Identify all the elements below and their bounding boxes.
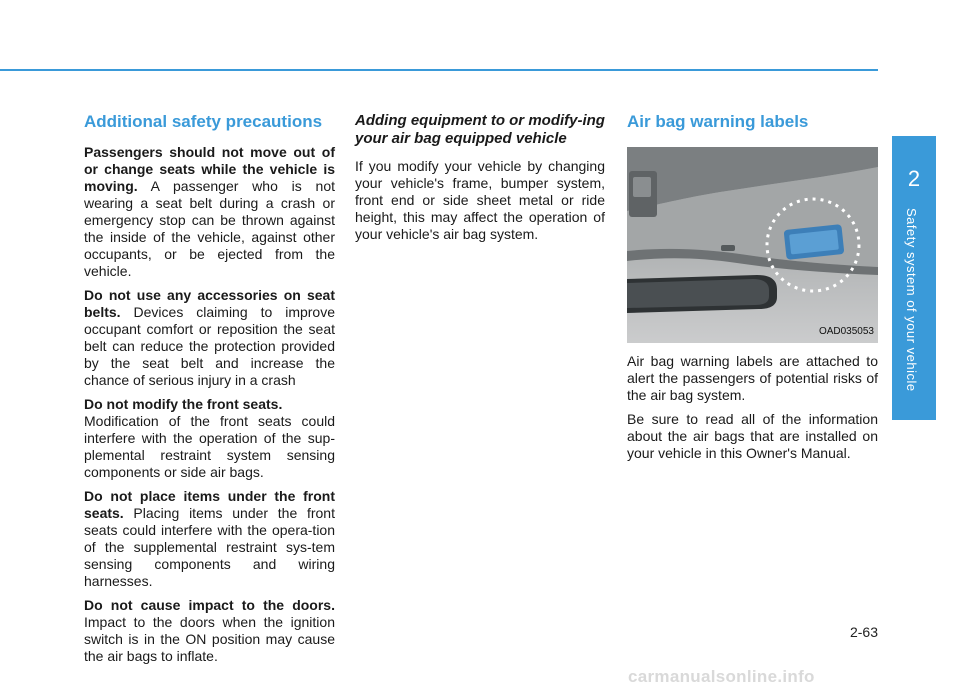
- precaution-body: Impact to the doors when the ignition switch is in the ON position may cause the air bags to inflate.: [84, 614, 335, 664]
- precaution-body: A passenger who is not wearing a seat belt during a crash or emergency stop can be thrown against the inside of the vehicle, against other occupants, or be ejected from the vehicle.: [84, 178, 335, 279]
- right-column: [627, 112, 878, 469]
- modification-paragraph: If you modify your vehicle by changing your vehicle's frame, bumper system, front end or side sheet metal or ride height, this may affect the operation of your vehicle's air bag system.: [355, 158, 605, 242]
- section-heading-safety-precautions: Additional safety precautions: [84, 112, 323, 131]
- precaution-paragraph: [84, 597, 335, 665]
- precaution-lead: Do not use any accessories on seat belts.: [84, 287, 335, 320]
- precaution-body: Devices claiming to improve occupant comfort or reposition the seat belt can reduce the protection provided by the seat belt and increase the chance of serious injury in a crash: [84, 304, 335, 388]
- precaution-lead: Do not place items under the front seats.: [84, 488, 335, 521]
- left-column: [84, 112, 335, 672]
- section-heading-warning-labels: Air bag warning labels: [627, 112, 809, 131]
- chapter-side-tab: [892, 136, 936, 420]
- warning-label-paragraph: Air bag warning labels are attached to alert the passengers of potential risks of the air bag system.: [627, 353, 878, 403]
- airbag-label-photo: [627, 147, 878, 343]
- precaution-paragraph: [84, 144, 335, 280]
- section-heading-adding-equipment: Adding equipment to or modify-ing your air bag equipped vehicle: [355, 112, 605, 147]
- watermark: carmanualsonline.info: [628, 667, 815, 686]
- page-number: 2-63: [849, 624, 878, 640]
- precaution-body: Placing items under the front seats could interfere with the opera-tion of the supplemental restraint sys-tem sensing components and wiring harnesses.: [84, 505, 335, 589]
- figure-code: OAD035053: [818, 326, 874, 337]
- warning-label-paragraph: Be sure to read all of the information about the air bags that are installed on your vehicle in this Owner's Manual.: [627, 411, 878, 461]
- precaution-paragraph: [84, 396, 335, 481]
- chapter-title: Safety system of your vehicle: [904, 208, 919, 392]
- precaution-lead: Do not cause impact to the doors.: [84, 597, 335, 613]
- header-rule: [0, 69, 878, 71]
- middle-column: [355, 112, 605, 250]
- precaution-lead: Do not modify the front seats.: [84, 396, 283, 412]
- precaution-body: Modification of the front seats could interfere with the operation of the sup-plemental restraint system sensing components or side air bags.: [84, 413, 335, 480]
- sun-visor-illustration: [627, 147, 878, 343]
- chapter-number: 2: [907, 166, 921, 191]
- precaution-lead: Passengers should not move out of or change seats while the vehicle is moving.: [84, 144, 335, 194]
- precaution-paragraph: [84, 287, 335, 389]
- precaution-paragraph: [84, 488, 335, 590]
